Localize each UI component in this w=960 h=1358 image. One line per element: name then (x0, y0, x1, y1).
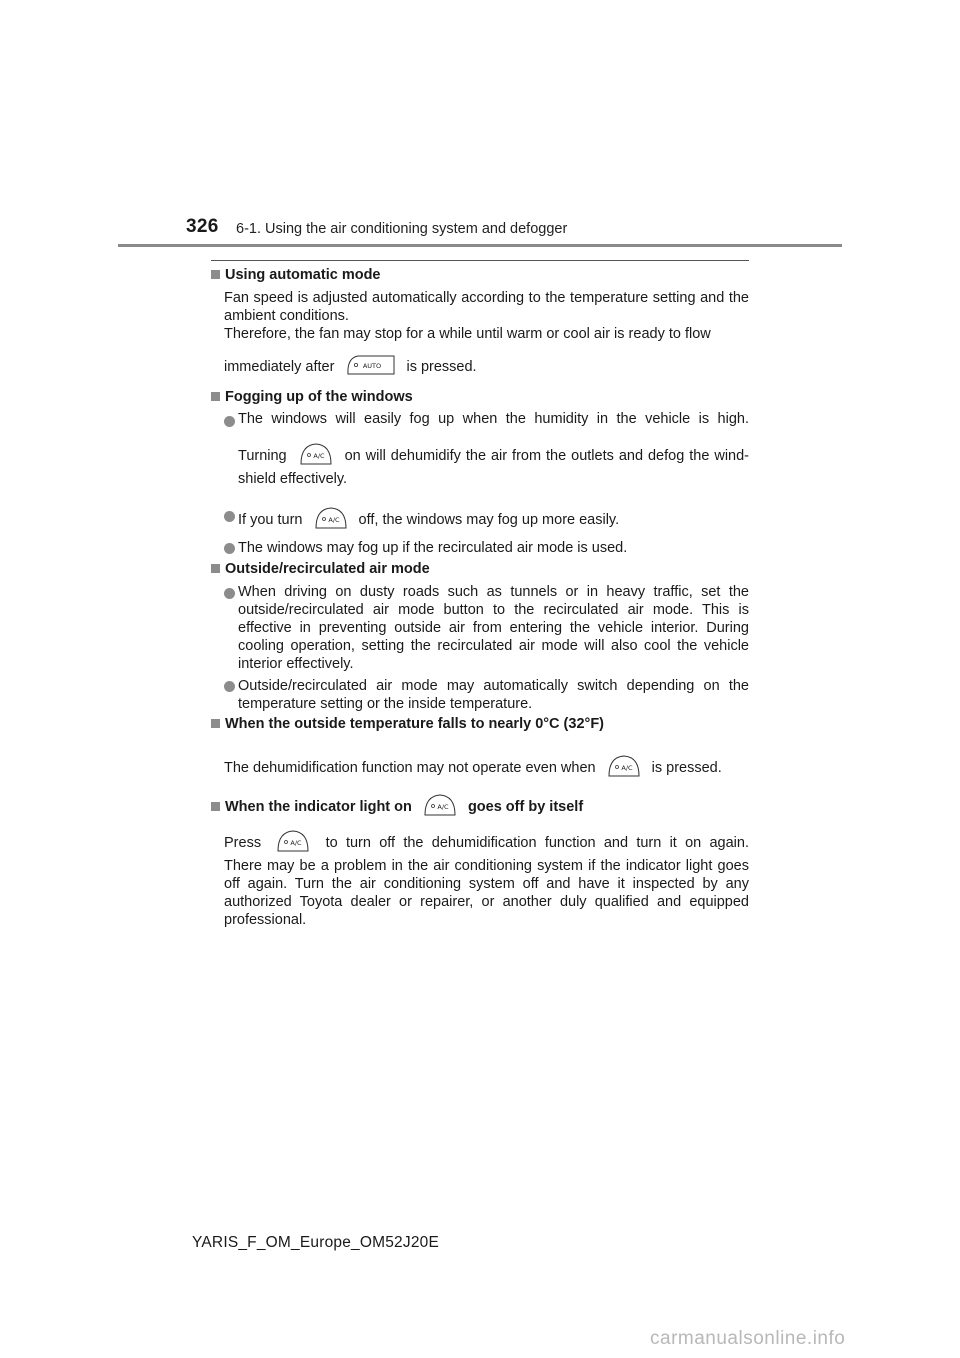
section-title: 6-1. Using the air conditioning system and defogger (236, 221, 568, 237)
svg-text:A/C: A/C (621, 764, 633, 772)
ac-button-icon (606, 754, 642, 782)
auto-mode-paragraph-2: Therefore, the fan may stop for a while until warm or cool air is ready to flow (224, 326, 711, 342)
heading-recirculated-mode: Outside/recirculated air mode (211, 561, 430, 577)
recirc-bullet-1: When driving on dusty roads such as tunnels or in heavy traffic, set the outside/recirculated air mode button to the recirculated air mode. This is effective in preventing outside air from entering the vehicle interior. During cooling operation, setting the recirculated air mode will also cool the vehicle interior effectively. (238, 584, 749, 672)
square-bullet-icon (211, 564, 220, 573)
ac-button-icon (298, 442, 334, 470)
fogging-bullet-1-line-3: shield effectively. (238, 471, 348, 487)
svg-text:A/C: A/C (437, 803, 449, 811)
svg-text:A/C: A/C (327, 516, 340, 524)
watermark: carmanualsonline.info (650, 1328, 846, 1349)
svg-text:A/C: A/C (313, 452, 325, 460)
page-number: 326 (186, 216, 219, 237)
auto-mode-paragraph-1: Fan speed is adjusted automatically according to the temperature setting and the ambient conditions. (224, 290, 749, 324)
square-bullet-icon (211, 802, 220, 811)
round-bullet-icon (224, 416, 235, 427)
indicator-press-line: Press A/C to turn off the dehumidification function and turn it on again. (224, 829, 749, 857)
round-bullet-icon (224, 543, 235, 554)
ac-button-icon (422, 793, 458, 821)
header-divider (118, 244, 842, 247)
heading-automatic-mode: Using automatic mode (211, 267, 381, 283)
svg-text:AUTO: AUTO (363, 362, 382, 370)
document-code: YARIS_F_OM_Europe_OM52J20E (192, 1234, 440, 1251)
square-bullet-icon (211, 392, 220, 401)
fogging-bullet-3: The windows may fog up if the recirculated air mode is used. (238, 540, 628, 556)
auto-button-icon (344, 354, 396, 380)
heading-indicator-light: When the indicator light on A/C goes off by itself (211, 793, 583, 821)
square-bullet-icon (211, 719, 220, 728)
svg-text:A/C: A/C (290, 839, 302, 847)
heading-fogging: Fogging up of the windows (211, 389, 413, 405)
round-bullet-icon (224, 511, 235, 522)
square-bullet-icon (211, 270, 220, 279)
heading-cold-temperature: When the outside temperature falls to nearly 0°C (32°F) (211, 716, 604, 732)
fogging-bullet-2: If you turn A/C off, the windows may fog up more easily. (238, 506, 763, 534)
content-divider (211, 260, 749, 261)
round-bullet-icon (224, 681, 235, 692)
ac-button-icon (275, 829, 311, 857)
auto-mode-line-3: immediately after AUTO is pressed. (224, 354, 749, 380)
recirc-bullet-2: Outside/recirculated air mode may automatically switch depending on the temperature setting or the inside temperature. (238, 678, 749, 712)
fogging-bullet-1-line-2: Turning A/C on will dehumidify the air from the outlets and defog the wind- (238, 442, 749, 470)
cold-line: The dehumidification function may not operate even when A/C is pressed. (224, 754, 749, 782)
indicator-paragraph: There may be a problem in the air conditioning system if the indicator light goes off again. Turn the air conditioning system off and have it inspected by any authorized Toyota dealer or repairer, or another duly qualified and equipped professional. (224, 858, 749, 928)
round-bullet-icon (224, 588, 235, 599)
fogging-bullet-1-line-1: The windows will easily fog up when the humidity in the vehicle is high. (238, 411, 749, 427)
ac-button-icon (313, 506, 349, 534)
